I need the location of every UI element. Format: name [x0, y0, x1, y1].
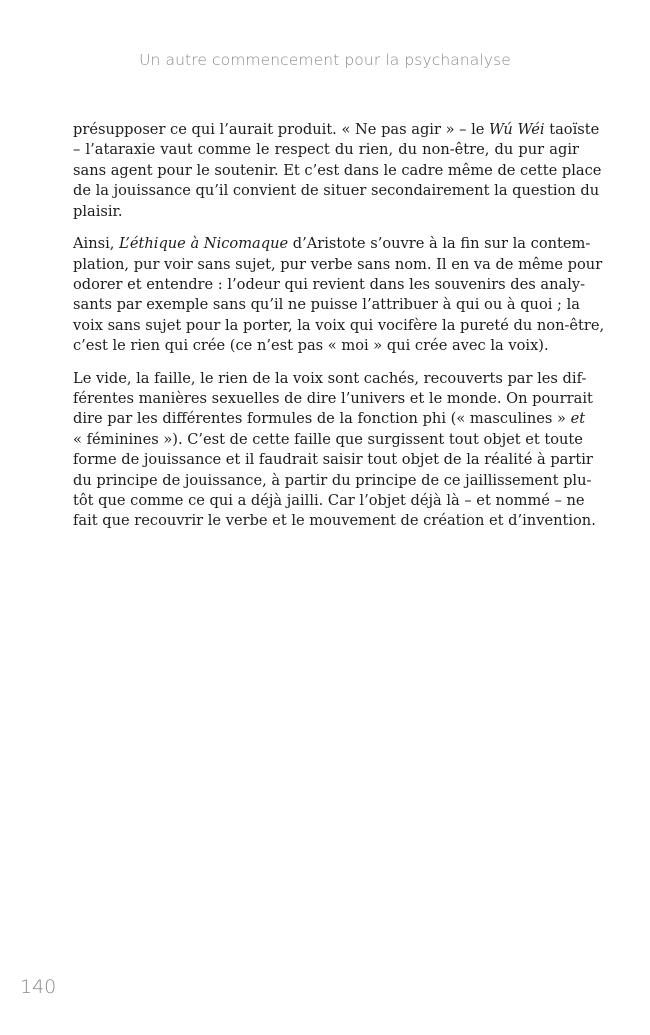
text-line: c’est le rien qui crée (ce n’est pas « moi » qui crée avec la voix). — [73, 337, 549, 355]
paragraph — [73, 120, 602, 222]
running-header: Un autre commencement pour la psychanalyse — [139, 51, 511, 69]
italic-title: L’éthique à Nicomaque — [119, 235, 289, 253]
text-line: « féminines »). C’est de cette faille que surgissent tout objet et toute — [73, 430, 583, 448]
text-line: odorer et entendre : l’odeur qui revient dans les souvenirs des analy- — [73, 275, 586, 293]
text-line: sants par exemple sans qu’il ne puisse l’attribuer à qui ou à quoi ; la — [73, 296, 580, 314]
page-number: 140 — [20, 976, 57, 998]
body-text — [73, 120, 605, 544]
paragraph — [73, 369, 596, 532]
text-line: sans agent pour le soutenir. Et c’est dans le cadre même de cette place — [73, 161, 602, 179]
text-line: dire par les différentes formules de la fonction phi (« masculines » et — [73, 410, 586, 428]
paragraph — [73, 234, 605, 356]
text-line: fait que recouvrir le verbe et le mouvement de création et d’invention. — [73, 512, 596, 530]
text-line: Ainsi, L’éthique à Nicomaque d’Aristote s’ouvre à la fin sur la contem- — [73, 235, 591, 253]
text-line: plation, pur voir sans sujet, pur verbe sans nom. Il en va de même pour — [73, 255, 603, 273]
text-line: de la jouissance qu’il convient de situer secondairement la question du — [73, 182, 600, 200]
text-line: plaisir. — [73, 202, 123, 220]
text-line: férentes manières sexuelles de dire l’univers et le monde. On pourrait — [73, 390, 593, 408]
text-line: du principe de jouissance, à partir du principe de ce jaillissement plu- — [73, 471, 592, 489]
text-line: – l’ataraxie vaut comme le respect du rien, du non-être, du pur agir — [73, 141, 579, 159]
text-line: Le vide, la faille, le rien de la voix sont cachés, recouverts par les dif- — [73, 369, 587, 387]
italic-word: et — [570, 410, 586, 428]
text-line: forme de jouissance et il faudrait saisir tout objet de la réalité à partir — [73, 451, 593, 469]
text-line: voix sans sujet pour la porter, la voix qui vocifère la pureté du non-être, — [73, 316, 605, 334]
text-line: présupposer ce qui l’aurait produit. « Ne pas agir » – le Wú Wéi taoïste — [73, 121, 600, 138]
italic-term: Wú Wéi — [489, 121, 545, 138]
text-line: tôt que comme ce qui a déjà jailli. Car l’objet déjà là – et nommé – ne — [73, 492, 585, 510]
